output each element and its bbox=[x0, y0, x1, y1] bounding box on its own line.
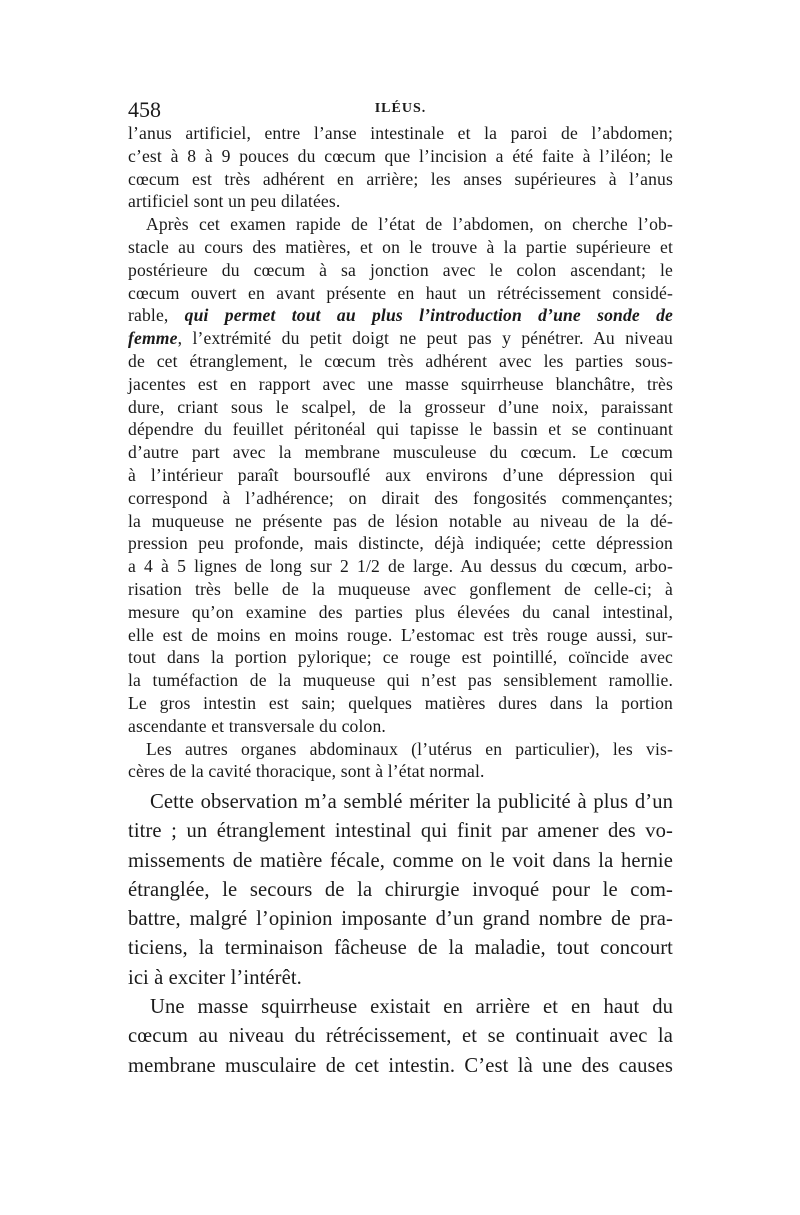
commentary-paragraphs bbox=[128, 788, 673, 1081]
text-line: de cet étranglement, le cœcum très adhérent avec les parties sous- bbox=[128, 350, 673, 371]
text-fragment: , l’extrémité du petit doigt ne peut pas y pénétrer. Au niveau bbox=[177, 328, 673, 349]
text-line: risation très belle de la muqueuse avec gonflement de celle-ci; à bbox=[128, 578, 673, 599]
text-line: Une masse squirrheuse existait en arrière et en haut du bbox=[150, 996, 673, 1019]
text-line-with-italic bbox=[128, 304, 673, 327]
text-line: cères de la cavité thoracique, sont à l’état normal. bbox=[128, 761, 485, 782]
text-line: postérieure du cœcum à sa jonction avec le colon ascendant; le bbox=[128, 259, 673, 280]
text-line: cœcum ouvert en avant présente en haut un rétrécissement considé- bbox=[128, 282, 673, 303]
text-line: c’est à 8 à 9 pouces du cœcum que l’incision a été faite à l’iléon; le bbox=[128, 145, 673, 166]
text-line: ici à exciter l’intérêt. bbox=[128, 966, 302, 989]
text-line: cœcum est très adhérent en arrière; les anses supérieures à l’anus bbox=[128, 168, 673, 189]
text-line: Après cet examen rapide de l’état de l’abdomen, on cherche l’ob- bbox=[146, 214, 673, 235]
text-line: correspond à l’adhérence; on dirait des fongosités commençantes; bbox=[128, 487, 673, 508]
case-report-paragraphs bbox=[128, 122, 673, 783]
page-number: 458 bbox=[128, 97, 161, 122]
text-line: ascendante et transversale du colon. bbox=[128, 715, 386, 736]
text-line: battre, malgré l’opinion imposante d’un grand nombre de pra- bbox=[128, 908, 673, 931]
text-line: mesure qu’on examine des parties plus élevées du canal intestinal, bbox=[128, 601, 673, 622]
text-line: d’autre part avec la membrane musculeuse du cœcum. Le cœcum bbox=[128, 442, 673, 463]
italic-quote: qui permet tout au plus l’introduction d’une sonde de bbox=[184, 305, 673, 326]
text-line: Les autres organes abdominaux (l’utérus en particulier), les vis- bbox=[146, 738, 673, 759]
text-line: a 4 à 5 lignes de long sur 2 1/2 de large. Au dessus du cœcum, arbo- bbox=[128, 556, 673, 577]
text-line: Cette observation m’a semblé mériter la publicité à plus d’un bbox=[150, 791, 673, 813]
text-line: missements de matière fécale, comme on le voit dans la hernie bbox=[128, 849, 673, 872]
text-line: membrane musculaire de cet intestin. C’est là une des causes bbox=[128, 1054, 673, 1077]
text-line: titre ; un étranglement intestinal qui finit par amener des vo- bbox=[128, 820, 673, 843]
text-line: tout dans la portion pylorique; ce rouge est pointillé, coïncide avec bbox=[128, 647, 673, 668]
text-line: la tuméfaction de la muqueuse qui n’est pas sensiblement ramollie. bbox=[128, 670, 673, 691]
text-line-with-italic bbox=[128, 327, 673, 350]
page-header bbox=[128, 97, 673, 123]
text-line: cœcum au niveau du rétrécissement, et se continuait avec la bbox=[128, 1025, 673, 1048]
text-line: dépendre du feuillet péritonéal qui tapisse le bassin et se continuant bbox=[128, 419, 673, 440]
italic-quote-end: femme bbox=[128, 328, 178, 349]
text-line: stacle au cours des matières, et on le trouve à la partie supérieure et bbox=[128, 236, 673, 257]
text-line: la muqueuse ne présente pas de lésion notable au niveau de la dé- bbox=[128, 510, 673, 531]
text-fragment: rable, bbox=[128, 305, 185, 326]
text-line: elle est de moins en moins rouge. L’estomac est très rouge aussi, sur- bbox=[128, 624, 673, 645]
text-line: artificiel sont un peu dilatées. bbox=[128, 191, 341, 212]
text-line: à l’intérieur paraît boursouflé aux environs d’une dépression qui bbox=[128, 464, 673, 485]
text-line: jacentes est en rapport avec une masse squirrheuse blanchâtre, très bbox=[128, 373, 673, 394]
running-head: ILÉUS. bbox=[374, 101, 427, 116]
text-line: pression peu profonde, mais distincte, déjà indiquée; cette dépression bbox=[128, 533, 673, 554]
text-line: Le gros intestin est sain; quelques matières dures dans la portion bbox=[128, 692, 673, 713]
text-line: l’anus artificiel, entre l’anse intestinale et la paroi de l’abdomen; bbox=[128, 123, 673, 143]
text-line: étranglée, le secours de la chirurgie invoqué pour le com- bbox=[128, 878, 673, 901]
text-line: ticiens, la terminaison fâcheuse de la maladie, tout concourt bbox=[128, 937, 673, 960]
text-line: dure, criant sous le scalpel, de la grosseur d’une noix, paraissant bbox=[128, 396, 673, 417]
